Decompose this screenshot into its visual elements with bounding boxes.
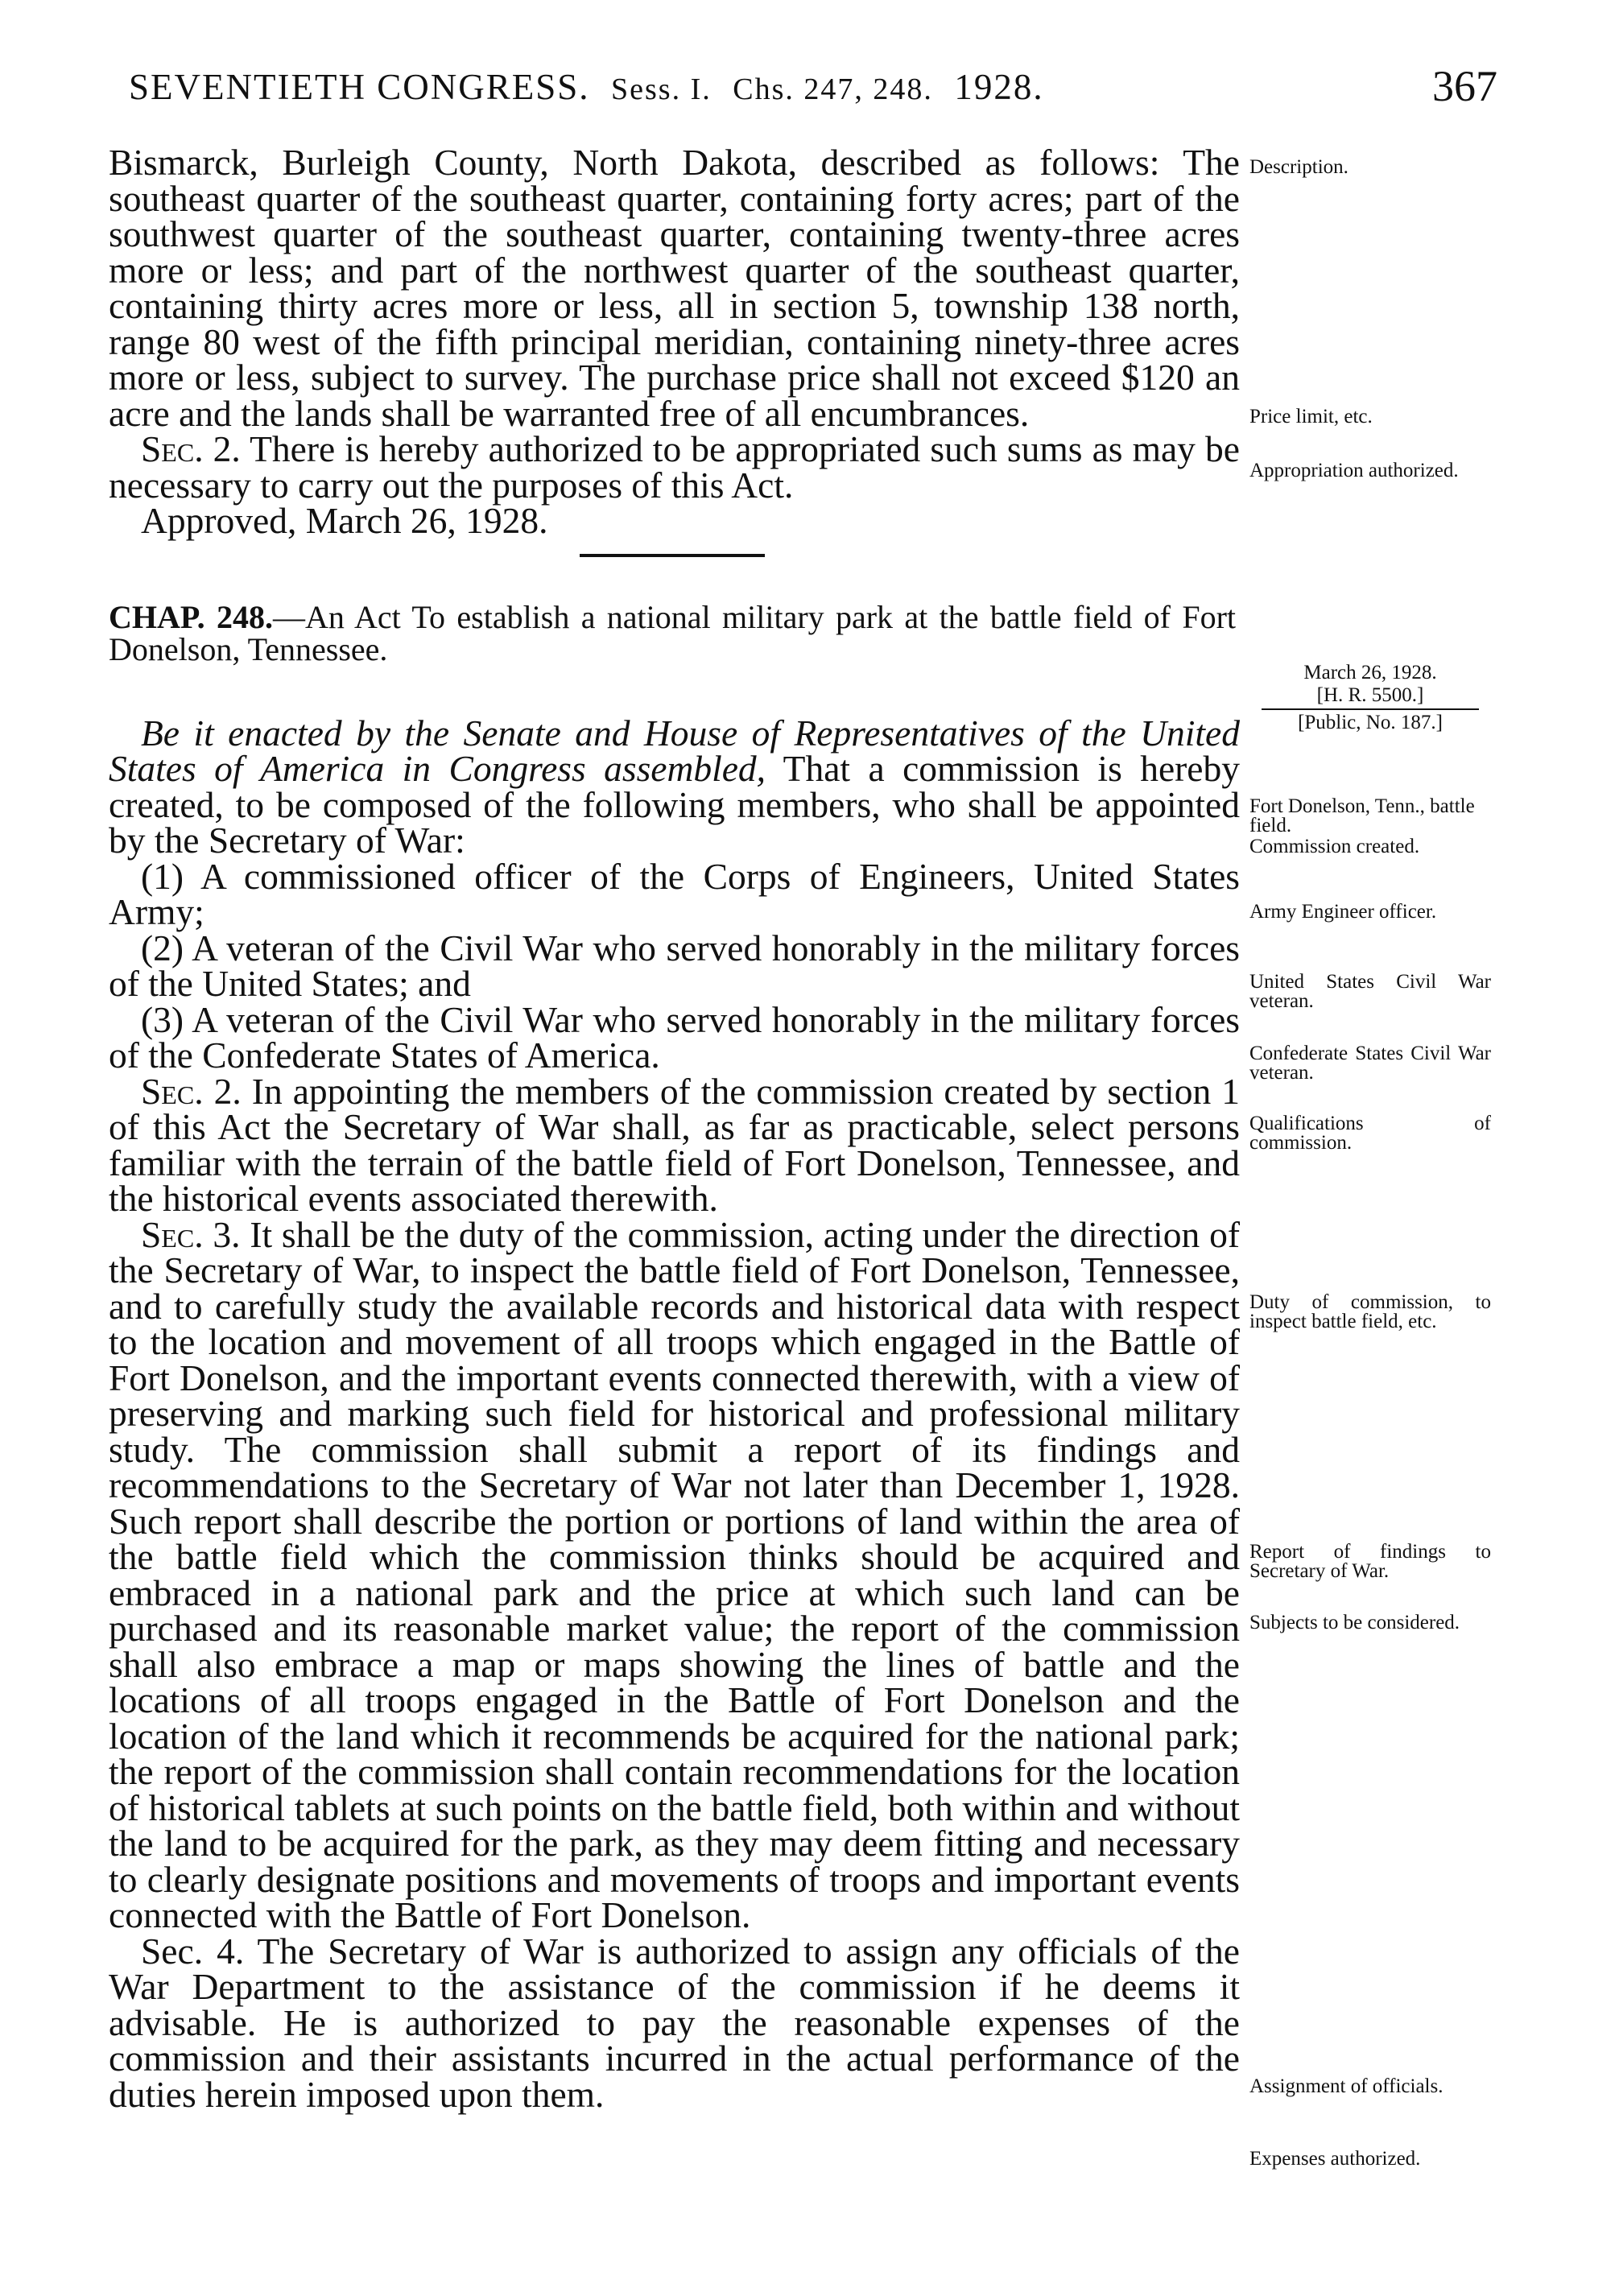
list-item-1: (1) A commissioned officer of the Corps of Engineers, United States Army; <box>109 855 1240 932</box>
section-text: The Secretary of War is authorized to assign any officials of the War Department to the assistance of the commission if he deems it advisable. He is authorized to pay the reasonable expenses of the commission and their assistants incurred in the actual performance of the duties herein imposed upon them. <box>109 1930 1240 2115</box>
section-text: It shall be the duty of the commission, acting under the direction of the Secretary of War, to inspect the battle field of Fort Donelson, Tennessee, and to carefully study the available records and historical data with respect to the location and movement of all troops which engaged in the Battle of Fort Donelson, and the important events connected therewith, with a view of preserving and marking such field for historical and professional military study. The commission shall submit a report of its findings and recommendations to the Secretary of War not later than December 1, 1928. Such report shall describe the portion or portions of land within the area of the battle field which the commission thinks should be acquired and embraced in a national park and the price at which such land can be purchased and its reasonable market value; the report of the commission shall also embrace a map or maps showing the lines of battle and the locations of all troops engaged in the Battle of Fort Donelson and the location of the land which it recommends be acquired for the national park; the report of the commission shall contain recommendations for the location of historical tablets at such points on the battle field, both within and without the land to be acquired for the park, as they may deem fitting and necessary to clearly designate positions and movements of troops and important events connected with the Battle of Fort Donelson. <box>109 1213 1240 1935</box>
margin-note-description: Description. <box>1249 156 1348 178</box>
chapter-heading <box>109 598 1240 667</box>
paragraph-section-2-appropriation <box>109 428 1240 506</box>
section-text: In appointing the members of the commission created by section 1 of this Act the Secretary of War shall, as far as practicable, select persons familiar with the terrain of the battle field of Fort Donelson, Tennessee, and the historical events associated therewith. <box>109 1070 1240 1219</box>
margin-note-qualifications: Qualifications of commission. <box>1249 1113 1491 1154</box>
list-item-3: (3) A veteran of the Civil War who served honorably in the military forces of the Confederate States of America. <box>109 998 1240 1076</box>
margin-note-fort-donelson: Fort Donelson, Tenn., battle field. <box>1249 795 1475 836</box>
margin-note-report: Report of findings to Secretary of War. <box>1249 1541 1491 1582</box>
margin-note-assignment: Assignment of officials. <box>1249 2075 1443 2097</box>
citation-rule <box>1262 708 1479 710</box>
chapter-title: —An Act To establish a national military park at the battle field of Fort Donelson, Tennessee. <box>109 598 1236 667</box>
margin-note-army-engineer: Army Engineer officer. <box>1249 901 1437 923</box>
section-text: There is hereby authorized to be appropriated such sums as may be necessary to carry out the purposes of this Act. <box>109 428 1240 506</box>
chapter-divider <box>580 554 765 557</box>
header-chapters: Chs. 247, 248. <box>733 72 933 106</box>
section-label: Sec. 3. <box>141 1213 241 1255</box>
enacting-clause <box>109 712 1240 861</box>
list-item-2: (2) A veteran of the Civil War who served honorably in the military forces of the United States; and <box>109 927 1240 1004</box>
approval-date: Approved, March 26, 1928. <box>141 500 548 541</box>
paragraph-description: Bismarck, Burleigh County, North Dakota, described as follows: The southeast quarter of the southeast quarter, containing forty acres; part of the southwest quarter of the southeast quarter, containing twenty-three acres more or less; and part of the northwest quarter of the southeast quarter, containing thirty acres more or less, all in section 5, township 138 north, range 80 west of the fifth principal meridian, containing ninety-three acres more or less, subject to survey. The purchase price shall not exceed $120 an acre and the lands shall be warranted free of all encumbrances. <box>109 142 1240 434</box>
margin-note-duty: Duty of commission, to inspect battle field, etc. <box>1249 1291 1491 1332</box>
header-title <box>129 66 1044 108</box>
margin-note-confederate-veteran: Confederate States Civil War veteran. <box>1249 1043 1491 1084</box>
page-number: 367 <box>1432 62 1497 110</box>
header-year: 1928. <box>954 67 1044 107</box>
margin-note-expenses: Expenses authorized. <box>1249 2148 1421 2170</box>
header-session: Sess. I. <box>611 72 712 106</box>
main-text <box>109 142 1240 2115</box>
paragraph-section-4 <box>109 1930 1240 2115</box>
chapter-label: CHAP. 248. <box>109 598 273 635</box>
margin-note-appropriation: Appropriation authorized. <box>1249 460 1459 481</box>
header-congress: SEVENTIETH CONGRESS. <box>129 67 590 107</box>
section-label: Sec. 2. <box>141 428 241 469</box>
margin-note-subjects: Subjects to be considered. <box>1249 1612 1460 1633</box>
section-label: Sec. 4. <box>141 1930 245 1972</box>
enacting-text: That a commission is hereby created, to be composed of the following members, who shall be appointed by the Secretary of War: <box>109 748 1240 861</box>
chapter-public-law: [Public, No. 187.] <box>1298 712 1443 733</box>
chapter-date: March 26, 1928. <box>1303 662 1437 683</box>
margin-note-commission-created: Commission created. <box>1249 836 1420 857</box>
margin-note-us-veteran: United States Civil War veteran. <box>1249 971 1491 1012</box>
chapter-bill: [H. R. 5500.] <box>1316 684 1424 706</box>
paragraph-section-3 <box>109 1213 1240 1935</box>
margin-chapter-citation <box>1249 662 1491 734</box>
running-header <box>129 62 1497 114</box>
margin-note-price-limit: Price limit, etc. <box>1249 406 1373 427</box>
paragraph-section-2 <box>109 1070 1240 1219</box>
section-label: Sec. 2. <box>141 1070 242 1112</box>
enacting-formula: Be it enacted by the Senate and House of Representatives of the United States of America in Congress assembled, <box>109 712 1240 789</box>
